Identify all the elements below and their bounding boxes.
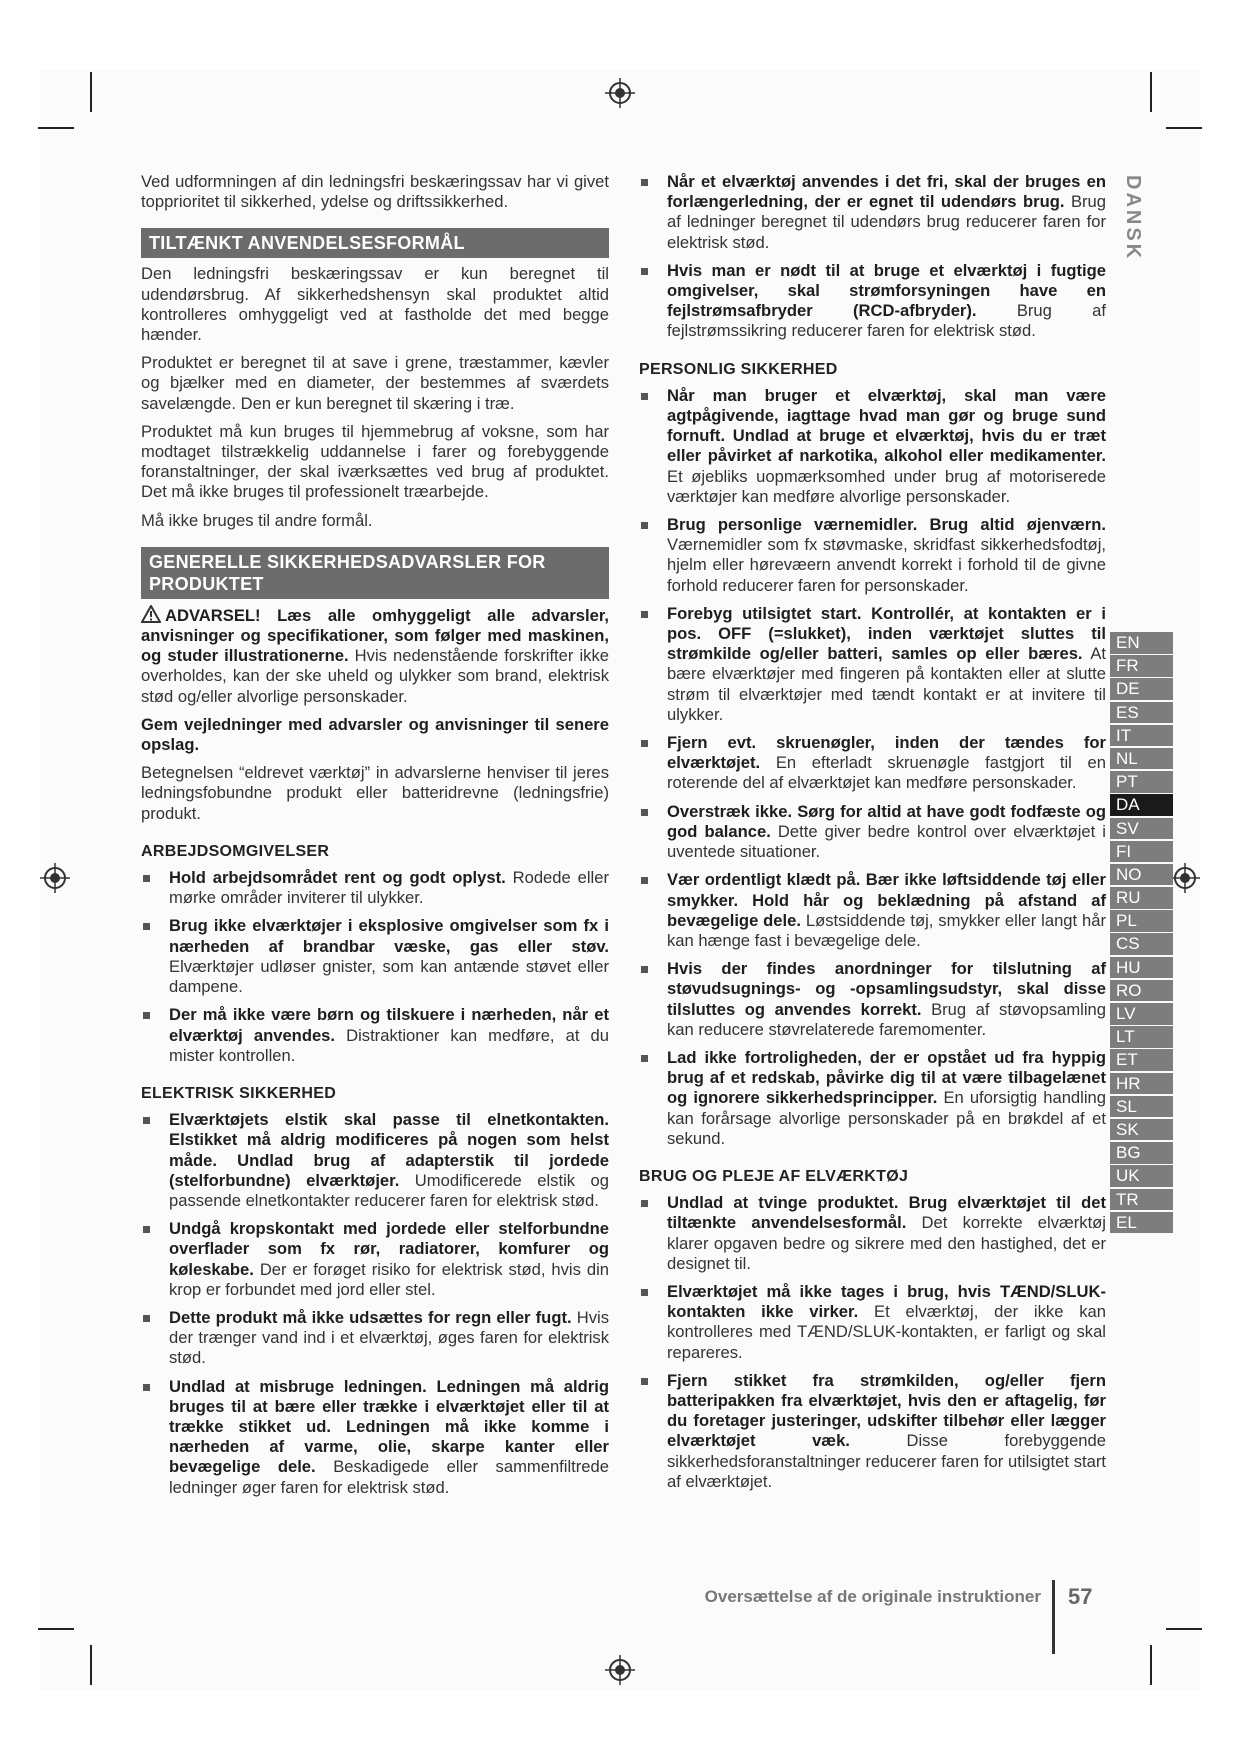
- list-item-bold: Lad ikke fortroligheden, der er opstået ud fra hyppig brug af et redskab, påvirke dig til at være tilbagelænet og ignorere sikkerhedsprincipper.: [667, 1047, 1106, 1108]
- language-tab-no[interactable]: NO: [1110, 864, 1173, 886]
- page-number: 57: [1068, 1584, 1093, 1609]
- list-item: [639, 959, 1106, 1040]
- list-item-text: En uforsigtig handling kan forårsage alvorlige personskader på en brøkdel af et sekund.: [667, 1088, 1106, 1148]
- language-tab-el[interactable]: EL: [1110, 1212, 1173, 1234]
- list-item-text: Brug af fejlstrømssikring reducerer faren for elektrisk stød.: [667, 301, 1106, 341]
- language-tab-et[interactable]: ET: [1110, 1049, 1173, 1071]
- crop-mark: [38, 127, 74, 129]
- square-bullet-icon: [641, 877, 648, 884]
- registration-mark-icon: [605, 1655, 635, 1685]
- list-item: [639, 1371, 1106, 1492]
- list-item-bold: Overstræk ikke. Sørg for altid at have godt fodfæste og god balance.: [667, 801, 1106, 841]
- list-item: [639, 870, 1106, 951]
- crop-mark: [38, 1628, 74, 1630]
- warning-paragraph: [141, 605, 609, 707]
- list-item-bold: Elværktøjet må ikke tages i brug, hvis TÆND/SLUK-kontakten ikke virker.: [667, 1281, 1106, 1322]
- language-tab-hr[interactable]: HR: [1110, 1073, 1173, 1095]
- square-bullet-icon: [641, 1200, 648, 1207]
- square-bullet-icon: [143, 923, 150, 930]
- left-column: [141, 172, 609, 1506]
- square-bullet-icon: [143, 1012, 150, 1019]
- list-item-text: Brug af støvopsamling kan reducere støvrelaterede faremomenter.: [667, 999, 1106, 1039]
- list-item: [141, 1005, 609, 1066]
- intended-use-paragraphs: [141, 264, 609, 530]
- list-item-text: Hvis der trænger vand ind i et elværktøj, øges faren for elektrisk stød.: [169, 1307, 610, 1368]
- work-area-list: [141, 868, 609, 1066]
- intended-use-paragraph: Produktet er beregnet til at save i grene, træstammer, kævler og bjælker med en diameter, der bestemmes af sværdets savelængde. Den er kun beregnet til skæring i træ.: [141, 353, 609, 413]
- list-item: [639, 1048, 1106, 1149]
- language-tab-sl[interactable]: SL: [1110, 1096, 1173, 1118]
- list-item-bold: Hvis der findes anordninger for tilslutning af støvudsugnings- og -opsamlingsudstyr, skal disse tilsluttes og anvendes korrekt.: [667, 959, 1106, 1019]
- list-item-text: Der er forøget risiko for elektrisk stød, hvis din krop er forbundet med jord eller stel.: [169, 1259, 609, 1299]
- language-tab-lv[interactable]: LV: [1110, 1003, 1173, 1025]
- list-item: [141, 1110, 609, 1211]
- list-item-text: Dette giver bedre kontrol over elværktøjet i uventede situationer.: [667, 821, 1106, 862]
- list-item: [639, 1282, 1106, 1363]
- list-item-text: Beskadigede eller sammenfiltrede ledninger øger faren for elektrisk stød.: [169, 1457, 609, 1497]
- language-tab-tr[interactable]: TR: [1110, 1189, 1173, 1211]
- intended-use-paragraph: Produktet må kun bruges til hjemmebrug af voksne, som har modtaget tilstrækkelig uddannelse i farer og forebyggende foranstaltninger, der skal iværksættes ved brug af produktet. Det må ikke bruges til professionelt træarbejde.: [141, 421, 609, 502]
- list-item-bold: Fjern evt. skruenøgler, inden der tændes for elværktøjet.: [667, 733, 1106, 773]
- intro-paragraph: Ved udformningen af din ledningsfri beskæringssav har vi givet topprioritet til sikkerhed, ydelse og driftssikkerhed.: [141, 172, 609, 212]
- warning-text: Hvis nedenstående forskrifter ikke overholdes, kan der ske uheld og ulykker som brand, elektrisk stød og/eller alvorlige personskader.: [141, 646, 609, 706]
- section-heading-intended-use: TILTÆNKT ANVENDELSESFORMÅL: [141, 228, 609, 258]
- crop-mark: [90, 1645, 92, 1685]
- square-bullet-icon: [641, 393, 648, 400]
- square-bullet-icon: [641, 809, 648, 816]
- registration-mark-icon: [1170, 863, 1200, 893]
- language-tab-ru[interactable]: RU: [1110, 887, 1173, 909]
- language-tab-ro[interactable]: RO: [1110, 980, 1173, 1002]
- square-bullet-icon: [143, 1315, 150, 1322]
- list-item-bold: Undlad at misbruge ledningen. Ledningen må aldrig bruges til at bære eller trække i elværktøjet eller til at trække stikket ud. Ledningen må ikke komme i nærheden af varme, olie, skarpe kanter eller bevægelige dele.: [169, 1376, 609, 1477]
- keep-instructions: [141, 715, 609, 755]
- list-item-text: Det korrekte elværktøj klarer opgaven bedre og sikrere med den hastighed, det er designet til.: [667, 1213, 1106, 1273]
- list-item-text: Løstsiddende tøj, smykker eller langt hår kan hænge fast i bevægelige dele.: [667, 910, 1106, 950]
- subheading-work-area: ARBEJDSOMGIVELSER: [141, 842, 330, 860]
- list-item-bold: Undlad at tvinge produktet. Brug elværktøjet til det tiltænkte anvendelsesformål.: [667, 1193, 1106, 1233]
- square-bullet-icon: [143, 875, 150, 882]
- square-bullet-icon: [641, 268, 648, 275]
- crop-mark: [90, 72, 92, 112]
- square-bullet-icon: [641, 1289, 648, 1296]
- subheading-tool-use-care: BRUG OG PLEJE AF ELVÆRKTØJ: [639, 1167, 909, 1185]
- list-item: [639, 802, 1106, 863]
- list-item-bold: Brug personlige værnemidler. Brug altid øjenværn.: [667, 515, 1106, 535]
- language-tab-de[interactable]: DE: [1110, 678, 1173, 700]
- list-item: [141, 1219, 609, 1300]
- term-definition: Betegnelsen “eldrevet værktøj” in advarslerne henviser til jeres ledningsfobundne produkt eller batteridrevne (ledningsfrie) produkt.: [141, 763, 609, 823]
- list-item-bold: Dette produkt må ikke udsættes for regn eller fugt.: [169, 1307, 572, 1327]
- list-item-bold: Fjern stikket fra strømkilden, og/eller fjern batteripakken fra elværktøjet, hvis den er aftagelig, før du foretager justeringer, udskifter tilbehør eller lægger elværktøjet væk.: [667, 1370, 1106, 1451]
- list-item: [141, 1308, 609, 1369]
- language-tab-it[interactable]: IT: [1110, 725, 1173, 747]
- language-tab-en[interactable]: EN: [1110, 632, 1173, 654]
- language-tab-uk[interactable]: UK: [1110, 1165, 1173, 1187]
- list-item: [639, 172, 1106, 253]
- footer-divider: [1052, 1580, 1055, 1654]
- list-item-text: Et øjebliks uopmærksomhed under brug af motoriserede værktøjer kan medføre alvorlige personskader.: [667, 466, 1106, 506]
- list-item-bold: Når man bruger et elværktøj, skal man være agtpågivende, iagttage hvad man gør og bruge sund fornuft. Undlad at bruge et elværktøj, hvis du er træt eller påvirket af narkotika, alkohol eller medikamenter.: [667, 385, 1106, 466]
- intended-use-paragraph: Må ikke bruges til andre formål.: [141, 510, 373, 530]
- footer-text: Oversættelse af de originale instruktioner: [704, 1587, 1041, 1606]
- list-item: [639, 733, 1106, 794]
- list-item-text: En efterladt skruenøgle fastgjort til en roterende del af elværktøjet kan medføre personskader.: [667, 753, 1106, 793]
- language-tab-fr[interactable]: FR: [1110, 655, 1173, 677]
- language-tab-hu[interactable]: HU: [1110, 957, 1173, 979]
- list-item: [141, 1377, 609, 1498]
- list-item: [639, 515, 1106, 596]
- subheading-personal-safety: PERSONLIG SIKKERHED: [639, 360, 838, 378]
- list-item-text: Umodificerede elstik og passende elnetkontakter reducerer faren for elektrisk stød.: [169, 1170, 609, 1210]
- language-tab-bar: [1110, 632, 1173, 1235]
- list-item-text: At bære elværktøjer med fingeren på kontakten eller at slutte strøm til elværktøjer med tændt kontakt er at invitere til ulykker.: [667, 644, 1107, 724]
- list-item: [639, 1193, 1106, 1274]
- list-item-text: Distraktioner kan medføre, at du mister kontrollen.: [169, 1025, 609, 1065]
- list-item-text: Et elværktøj, der ikke kan kontrolleres med TÆND/SLUK-kontakten, er farligt og skal repareres.: [667, 1302, 1106, 1362]
- list-item: [141, 916, 609, 997]
- list-item: [639, 604, 1106, 725]
- list-item-bold: Hvis man er nødt til at bruge et elværktøj i fugtige omgivelser, skal strømforsyningen have en fejlstrømsafbryder (RCD-afbryder).: [667, 260, 1106, 321]
- language-tab-da[interactable]: DA: [1110, 794, 1173, 816]
- language-tab-sv[interactable]: SV: [1110, 818, 1173, 840]
- language-tab-lt[interactable]: LT: [1110, 1026, 1173, 1048]
- list-item-bold: Hold arbejdsområdet rent og godt oplyst.: [169, 868, 506, 888]
- square-bullet-icon: [143, 1226, 150, 1233]
- warning-bold: ADVARSEL! Læs alle omhyggeligt alle advarsler, anvisninger og specifikationer, som følger med maskinen, og studer illustrationerne.: [141, 605, 609, 666]
- tool-use-care-list: [639, 1193, 1106, 1492]
- language-tab-pt[interactable]: PT: [1110, 771, 1173, 793]
- list-item-bold: Når et elværktøj anvendes i det fri, skal der bruges en forlængerledning, der er egnet til udendørs brug.: [667, 172, 1106, 212]
- square-bullet-icon: [143, 1117, 150, 1124]
- registration-mark-icon: [40, 863, 70, 893]
- language-tab-fi[interactable]: FI: [1110, 841, 1173, 863]
- list-item: [639, 386, 1106, 507]
- square-bullet-icon: [641, 1055, 648, 1062]
- crop-mark: [1166, 1628, 1202, 1630]
- section-heading-general-safety: GENERELLE SIKKERHEDSADVARSLER FOR PRODUKTET: [141, 547, 609, 599]
- list-item-bold: Der må ikke være børn og tilskuere i nærheden, når et elværktøj anvendes.: [169, 1005, 609, 1045]
- personal-safety-list: [639, 386, 1106, 1149]
- crop-mark: [1150, 1645, 1152, 1685]
- electrical-safety-list: [141, 1110, 609, 1498]
- list-item-bold: Elværktøjets elstik skal passe til elnetkontakten. Elstikket må aldrig modificeres på nogen som helst måde. Undlad brug af adapterstik til jordede (stelforbundne) elværktøjer.: [169, 1110, 609, 1190]
- square-bullet-icon: [641, 740, 648, 747]
- language-tab-sk[interactable]: SK: [1110, 1119, 1173, 1141]
- crop-mark: [1166, 127, 1202, 129]
- right-column: [639, 172, 1106, 1500]
- list-item: [141, 868, 609, 908]
- list-item-bold: Brug ikke elværktøjer i eksplosive omgivelser som fx i nærheden af brandbar væske, gas eller støv.: [169, 916, 609, 956]
- language-tab-es[interactable]: ES: [1110, 702, 1173, 724]
- list-item-text: Disse forebyggende sikkerhedsforanstaltninger reducerer faren for utilsigtet start af elværktøjet.: [667, 1431, 1106, 1491]
- intended-use-paragraph: Den ledningsfri beskæringssav er kun beregnet til udendørsbrug. Af sikkerhedshensyn skal produktet altid kontrolleres omhyggeligt ved at fastholde det med begge hænder.: [141, 264, 609, 345]
- list-item: [639, 261, 1106, 342]
- list-item-text: Elværktøjer udløser gnister, som kan antænde støvet eller dampene.: [169, 956, 609, 997]
- language-tab-bg[interactable]: BG: [1110, 1142, 1173, 1164]
- language-tab-pl[interactable]: PL: [1110, 910, 1173, 932]
- square-bullet-icon: [641, 966, 648, 973]
- language-tab-cs[interactable]: CS: [1110, 933, 1173, 955]
- list-item-bold: Forebyg utilsigtet start. Kontrollér, at kontakten er i pos. OFF (=slukket), inden værktøjet sluttes til strømkilde og/eller batteri, samles op eller bæres.: [667, 603, 1106, 664]
- list-item-text: Rodede eller mørke områder inviterer til ulykker.: [169, 868, 609, 908]
- square-bullet-icon: [641, 522, 648, 529]
- square-bullet-icon: [143, 1384, 150, 1391]
- list-item-bold: Vær ordentligt klædt på. Bær ikke løftsiddende tøj eller smykker. Hold hår og beklædning på afstand af bevægelige dele.: [667, 870, 1106, 930]
- list-item-bold: Undgå kropskontakt med jordede eller stelforbundne overflader som fx rør, radiatorer, komfurer og køleskabe.: [169, 1219, 609, 1279]
- list-item-text: Værnemidler som fx støvmaske, skridfast sikkerhedsfodtøj, hjelm eller hørevæern anvendt korrekt i forhold til de givne forhold reducerer faren for personskader.: [667, 535, 1106, 595]
- registration-mark-icon: [605, 78, 635, 108]
- language-tab-nl[interactable]: NL: [1110, 748, 1173, 770]
- crop-mark: [1150, 72, 1152, 112]
- keep-instructions-text: Gem vejledninger med advarsler og anvisninger til senere opslag.: [141, 714, 609, 755]
- electrical-safety-continued-list: [639, 172, 1106, 342]
- square-bullet-icon: [641, 179, 648, 186]
- list-item-text: Brug af ledninger beregnet til udendørs brug reducerer faren for elektrisk stød.: [667, 192, 1106, 252]
- warning-triangle-icon: [141, 605, 161, 623]
- square-bullet-icon: [641, 611, 648, 618]
- square-bullet-icon: [641, 1378, 648, 1385]
- subheading-electrical-safety: ELEKTRISK SIKKERHED: [141, 1084, 337, 1102]
- language-side-label: DANSK: [1122, 175, 1144, 262]
